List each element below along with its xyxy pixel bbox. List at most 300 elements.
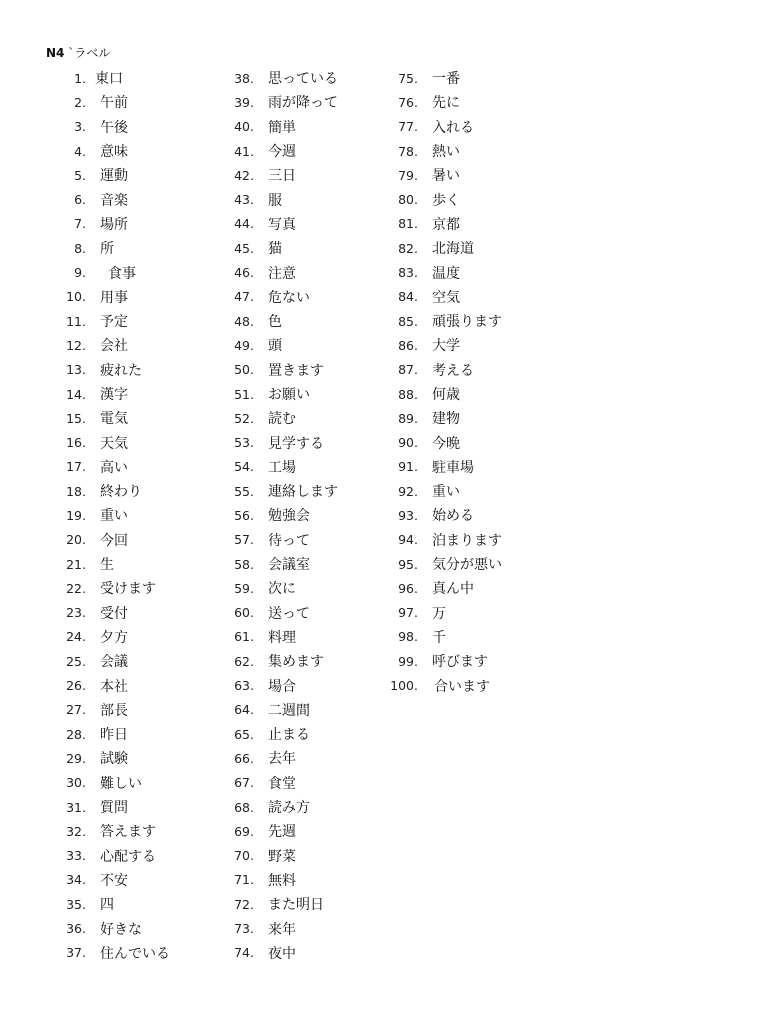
item-number: 79. [398, 167, 418, 183]
item-number: 30. [66, 775, 86, 791]
item-word: 午前 [100, 95, 128, 112]
vocab-item [214, 819, 338, 843]
vocab-item [214, 649, 338, 673]
item-number: 59. [234, 580, 254, 596]
vocab-item [46, 649, 170, 673]
item-number: 98. [398, 629, 418, 645]
vocab-item [380, 576, 502, 600]
item-word: 今晩 [432, 435, 460, 452]
vocab-item [214, 795, 338, 819]
vocab-item [214, 698, 338, 722]
item-word: 先に [432, 95, 460, 112]
vocab-item [214, 601, 338, 625]
item-word: 京都 [432, 216, 460, 233]
item-number: 23. [66, 605, 86, 621]
item-number: 96. [398, 580, 418, 596]
vocab-item [214, 285, 338, 309]
vocab-item [214, 90, 338, 114]
vocab-item [380, 552, 502, 576]
item-word: 高い [100, 459, 128, 476]
item-number: 26. [66, 678, 86, 694]
item-number: 34. [66, 872, 86, 888]
item-word: 住んでいる [100, 945, 170, 962]
vocab-item [46, 455, 170, 479]
item-number: 94. [398, 532, 418, 548]
item-number: 84. [398, 289, 418, 305]
item-number: 58. [234, 556, 254, 572]
title-label: `ラベル [68, 46, 111, 60]
item-word: 頭 [268, 338, 282, 355]
vocab-item [214, 187, 338, 211]
item-word: 考える [432, 362, 474, 379]
item-word: 万 [432, 605, 446, 622]
vocab-item [46, 382, 170, 406]
item-word: 注意 [268, 265, 296, 282]
item-number: 12. [66, 337, 86, 353]
item-word: 午後 [100, 119, 128, 136]
item-number: 92. [398, 483, 418, 499]
item-number: 57. [234, 532, 254, 548]
item-word: 猫 [268, 241, 282, 258]
item-word: 何歳 [432, 387, 460, 403]
item-number: 60. [234, 605, 254, 621]
item-word: 天気 [100, 435, 128, 452]
vocab-item [46, 916, 170, 940]
item-word: 工場 [268, 459, 296, 476]
item-number: 1. [74, 70, 86, 86]
item-number: 16. [66, 435, 86, 451]
vocab-item [380, 625, 502, 649]
vocab-item [214, 892, 338, 916]
item-word: 昨日 [100, 727, 128, 744]
item-number: 29. [66, 750, 86, 766]
item-word: 料理 [268, 629, 296, 646]
item-word: 今回 [100, 532, 128, 549]
item-word: 合います [434, 678, 490, 695]
vocab-item [46, 795, 170, 819]
item-number: 54. [234, 459, 254, 475]
vocab-column-1 [46, 66, 170, 965]
item-word: 所 [100, 241, 114, 258]
page-title [46, 45, 110, 61]
item-number: 46. [234, 265, 254, 281]
item-word: 無料 [268, 872, 296, 889]
item-number: 80. [398, 192, 418, 208]
item-word: 会議 [100, 654, 128, 671]
item-number: 56. [234, 507, 254, 523]
item-word: 危ない [268, 289, 310, 306]
item-word: 写真 [268, 216, 296, 233]
item-number: 66. [234, 750, 254, 766]
item-word: 夜中 [268, 945, 296, 962]
item-word: 去年 [268, 751, 296, 768]
vocab-item [214, 236, 338, 260]
item-word: 受けます [100, 581, 156, 598]
item-number: 73. [234, 921, 254, 937]
item-number: 19. [66, 507, 86, 523]
item-number: 15. [66, 410, 86, 426]
vocab-item [46, 673, 170, 697]
item-word: 歩く [432, 192, 460, 209]
vocab-item [46, 66, 170, 90]
item-number: 21. [66, 556, 86, 572]
vocab-item [46, 358, 170, 382]
vocab-item [214, 430, 338, 454]
vocab-item [46, 163, 170, 187]
vocab-item [214, 503, 338, 527]
item-number: 67. [234, 775, 254, 791]
item-word: 四 [100, 897, 114, 914]
item-number: 64. [234, 702, 254, 718]
vocab-item [380, 212, 502, 236]
item-number: 53. [234, 435, 254, 451]
item-number: 76. [398, 94, 418, 110]
vocab-item [214, 260, 338, 284]
item-number: 24. [66, 629, 86, 645]
item-word: 食事 [108, 265, 136, 282]
item-number: 75. [398, 70, 418, 86]
item-word: 三日 [268, 168, 296, 185]
vocab-item [46, 430, 170, 454]
vocab-item [214, 115, 338, 139]
item-number: 71. [234, 872, 254, 888]
item-number: 100. [390, 678, 418, 694]
vocab-item [46, 115, 170, 139]
vocab-item [380, 285, 502, 309]
item-word: 千 [432, 629, 446, 646]
vocab-item [380, 455, 502, 479]
item-word: 受付 [100, 605, 128, 622]
vocab-item [214, 163, 338, 187]
item-number: 2. [74, 94, 86, 110]
item-word: 送って [268, 605, 310, 622]
item-number: 11. [66, 313, 86, 329]
item-number: 95. [398, 556, 418, 572]
item-number: 62. [234, 653, 254, 669]
vocab-item [46, 139, 170, 163]
item-number: 40. [234, 119, 254, 135]
item-word: 場所 [100, 216, 128, 233]
item-word: 気分が悪い [432, 557, 502, 574]
vocab-item [46, 844, 170, 868]
item-number: 10. [66, 289, 86, 305]
item-number: 22. [66, 580, 86, 596]
vocab-item [214, 771, 338, 795]
item-number: 85. [398, 313, 418, 329]
item-number: 90. [398, 435, 418, 451]
vocab-item [46, 406, 170, 430]
item-word: 空気 [432, 289, 460, 306]
vocab-item [46, 746, 170, 770]
vocab-item [380, 528, 502, 552]
vocab-item [214, 455, 338, 479]
item-word: 音楽 [100, 192, 128, 209]
vocab-item [380, 90, 502, 114]
vocab-item [46, 576, 170, 600]
vocab-item [380, 260, 502, 284]
vocab-item [46, 698, 170, 722]
item-number: 3. [74, 119, 86, 135]
item-number: 45. [234, 240, 254, 256]
item-word: 難しい [100, 775, 142, 792]
item-number: 51. [234, 386, 254, 402]
item-word: 野菜 [268, 848, 296, 865]
item-word: お願い [268, 387, 310, 403]
vocab-item [46, 260, 170, 284]
item-number: 44. [234, 216, 254, 232]
item-word: 簡単 [268, 119, 296, 136]
vocab-item [214, 358, 338, 382]
item-word: 本社 [100, 678, 128, 695]
item-number: 37. [66, 945, 86, 961]
item-word: 試験 [100, 751, 128, 768]
item-number: 48. [234, 313, 254, 329]
item-word: 今週 [268, 144, 296, 161]
item-number: 77. [398, 119, 418, 135]
item-word: 重い [432, 484, 460, 501]
item-word: 漢字 [100, 387, 128, 403]
item-number: 38. [234, 70, 254, 86]
item-word: 疲れた [100, 362, 142, 379]
vocab-item [46, 90, 170, 114]
vocab-item [380, 503, 502, 527]
vocab-item [214, 212, 338, 236]
vocab-item [46, 601, 170, 625]
vocab-item [46, 868, 170, 892]
vocab-item [46, 212, 170, 236]
item-word: 連絡します [268, 484, 338, 501]
item-number: 70. [234, 848, 254, 864]
item-word: 建物 [432, 411, 460, 428]
item-word: 見学する [268, 435, 324, 452]
item-number: 82. [398, 240, 418, 256]
item-number: 27. [66, 702, 86, 718]
vocab-item [46, 528, 170, 552]
item-number: 49. [234, 337, 254, 353]
item-word: 答えます [100, 824, 156, 841]
item-word: 心配する [100, 848, 156, 865]
item-number: 28. [66, 726, 86, 742]
item-word: 待って [268, 532, 310, 549]
item-number: 69. [234, 823, 254, 839]
vocab-item [380, 358, 502, 382]
item-number: 68. [234, 799, 254, 815]
item-number: 97. [398, 605, 418, 621]
item-word: 一番 [432, 71, 460, 88]
vocab-item [214, 382, 338, 406]
item-word: 集めます [268, 654, 324, 671]
vocab-item [46, 285, 170, 309]
vocab-item [214, 673, 338, 697]
item-number: 65. [234, 726, 254, 742]
item-number: 13. [66, 362, 86, 378]
item-number: 52. [234, 410, 254, 426]
item-word: 始める [432, 508, 474, 525]
vocab-item [46, 333, 170, 357]
vocab-item [380, 66, 502, 90]
vocab-item [214, 844, 338, 868]
vocab-item [46, 819, 170, 843]
item-number: 47. [234, 289, 254, 305]
item-word: 二週間 [268, 702, 310, 719]
item-number: 32. [66, 823, 86, 839]
vocab-item [380, 309, 502, 333]
vocab-item [380, 382, 502, 406]
item-word: 温度 [432, 265, 460, 282]
vocab-item [46, 892, 170, 916]
item-number: 8. [74, 240, 86, 256]
vocab-item [214, 576, 338, 600]
vocab-item [46, 479, 170, 503]
item-word: 重い [100, 508, 128, 525]
item-word: 真ん中 [432, 581, 474, 598]
item-word: 呼びます [432, 654, 488, 671]
vocab-column-3 [380, 66, 502, 698]
item-word: 運動 [100, 168, 128, 185]
vocab-item [214, 552, 338, 576]
item-number: 99. [398, 653, 418, 669]
item-word: 熱い [432, 144, 460, 161]
item-word: 止まる [268, 727, 310, 744]
item-number: 55. [234, 483, 254, 499]
item-number: 93. [398, 507, 418, 523]
item-word: 夕方 [100, 629, 128, 646]
vocab-item [380, 115, 502, 139]
item-word: 場合 [268, 678, 296, 695]
item-number: 50. [234, 362, 254, 378]
vocab-item [214, 941, 338, 965]
vocab-item [380, 163, 502, 187]
vocab-item [214, 528, 338, 552]
vocab-column-2 [214, 66, 338, 965]
item-word: 会社 [100, 338, 128, 355]
item-word: 思っている [268, 71, 338, 88]
vocab-item [46, 309, 170, 333]
item-number: 36. [66, 921, 86, 937]
item-word: 雨が降って [268, 95, 338, 112]
item-number: 9. [74, 265, 86, 281]
item-word: 不安 [100, 872, 128, 889]
vocab-item [214, 309, 338, 333]
vocab-item [214, 625, 338, 649]
item-number: 74. [234, 945, 254, 961]
vocab-item [380, 479, 502, 503]
item-word: 質問 [100, 800, 128, 817]
vocab-item [214, 916, 338, 940]
vocab-item [380, 333, 502, 357]
item-word: 終わり [100, 484, 142, 501]
item-word: 会議室 [268, 557, 310, 574]
item-word: 食堂 [268, 775, 296, 792]
item-number: 61. [234, 629, 254, 645]
vocab-item [380, 649, 502, 673]
item-number: 42. [234, 167, 254, 183]
vocab-item [46, 236, 170, 260]
item-number: 86. [398, 337, 418, 353]
vocab-item [214, 139, 338, 163]
vocab-item [46, 625, 170, 649]
item-word: 生 [100, 557, 114, 574]
item-word: 読み方 [268, 800, 310, 817]
item-word: 置きます [268, 362, 324, 379]
item-word: 入れる [432, 119, 474, 136]
item-number: 43. [234, 192, 254, 208]
item-word: 大学 [432, 338, 460, 355]
vocab-item [380, 236, 502, 260]
item-number: 7. [74, 216, 86, 232]
item-number: 33. [66, 848, 86, 864]
item-number: 87. [398, 362, 418, 378]
vocab-item [214, 406, 338, 430]
vocab-item [46, 552, 170, 576]
level-label: N4 [46, 46, 65, 60]
item-word: 読む [268, 411, 296, 428]
item-number: 63. [234, 678, 254, 694]
item-number: 88. [398, 386, 418, 402]
item-number: 17. [66, 459, 86, 475]
item-word: 北海道 [432, 241, 474, 258]
item-number: 41. [234, 143, 254, 159]
item-word: 意味 [100, 144, 128, 161]
item-word: 色 [268, 314, 282, 331]
item-word: また明日 [268, 897, 324, 914]
item-word: 先週 [268, 824, 296, 841]
item-number: 18. [66, 483, 86, 499]
item-word: 予定 [100, 314, 128, 331]
item-number: 72. [234, 896, 254, 912]
vocab-item [380, 673, 502, 697]
item-word: 次に [268, 581, 296, 598]
item-word: 泊まります [432, 532, 502, 549]
vocab-item [46, 771, 170, 795]
vocab-item [46, 722, 170, 746]
item-word: 来年 [268, 921, 296, 938]
vocab-item [214, 722, 338, 746]
item-number: 35. [66, 896, 86, 912]
item-number: 25. [66, 653, 86, 669]
item-number: 14. [66, 386, 86, 402]
vocab-item [46, 187, 170, 211]
vocab-item [214, 746, 338, 770]
item-word: 部長 [100, 702, 128, 719]
item-word: 駐車場 [432, 459, 474, 476]
item-word: 東口 [95, 71, 123, 88]
vocab-item [214, 333, 338, 357]
vocab-item [380, 187, 502, 211]
item-number: 4. [74, 143, 86, 159]
item-word: 電気 [100, 411, 128, 428]
item-word: 暑い [432, 168, 460, 185]
vocab-item [380, 406, 502, 430]
vocab-item [380, 139, 502, 163]
item-number: 20. [66, 532, 86, 548]
item-number: 91. [398, 459, 418, 475]
vocab-item [214, 868, 338, 892]
item-number: 39. [234, 94, 254, 110]
item-number: 31. [66, 799, 86, 815]
item-number: 89. [398, 410, 418, 426]
vocab-item [380, 601, 502, 625]
vocab-item [214, 479, 338, 503]
item-number: 83. [398, 265, 418, 281]
item-number: 5. [74, 167, 86, 183]
vocab-item [46, 503, 170, 527]
vocab-item [380, 430, 502, 454]
item-word: 服 [268, 192, 282, 209]
item-word: 頑張ります [432, 314, 502, 331]
item-number: 81. [398, 216, 418, 232]
vocab-item [214, 66, 338, 90]
